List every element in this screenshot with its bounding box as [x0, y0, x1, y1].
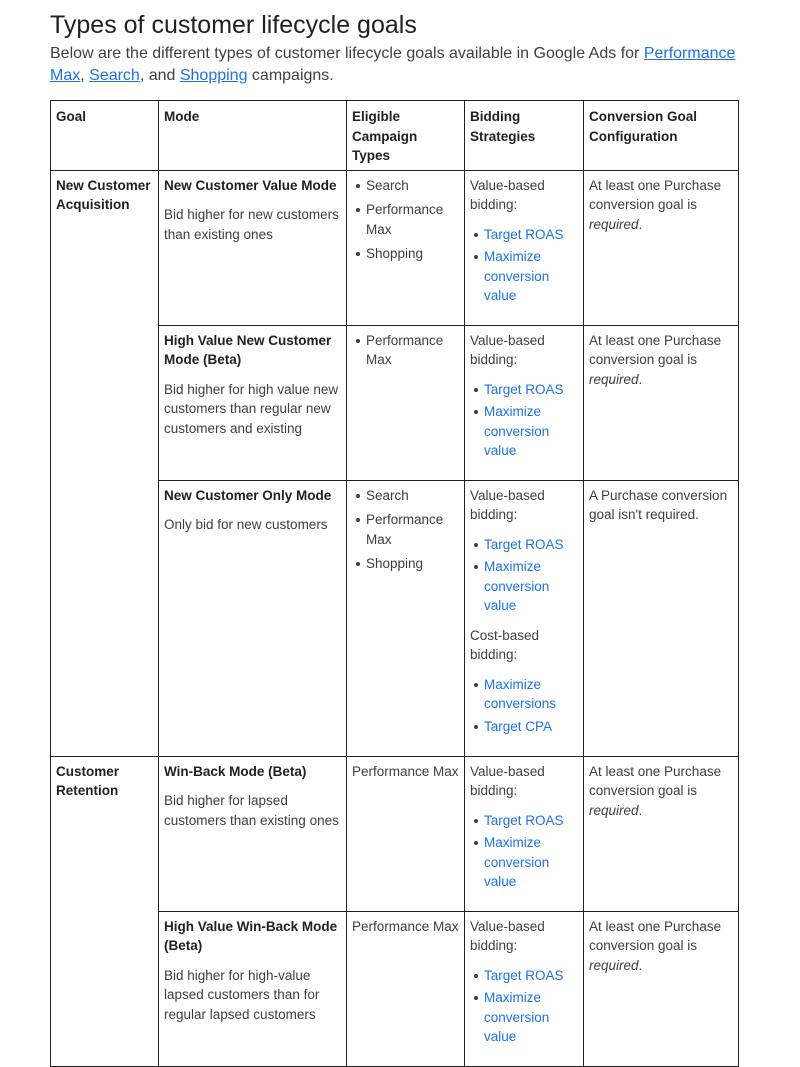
campaign-list [352, 486, 459, 574]
strategy-list [470, 811, 578, 892]
strategy-item [484, 557, 578, 616]
target-roas-link[interactable]: Target ROAS [484, 967, 564, 983]
search-link[interactable]: Search [89, 67, 140, 84]
config-text: At least one Purchase conversion goal is [589, 918, 722, 953]
conversion-config-cell [584, 756, 739, 911]
strategy-item [484, 380, 578, 400]
campaign-types-cell [347, 170, 465, 325]
config-required: required [589, 957, 639, 973]
target-roas-link[interactable]: Target ROAS [484, 381, 564, 397]
table-header-row [51, 101, 739, 171]
strategy-item [484, 535, 578, 555]
strategy-item [484, 988, 578, 1047]
lifecycle-goals-table [50, 100, 739, 1067]
intro-prefix: Below are the different types of customer lifecycle goals available in Google Ads for [50, 45, 644, 62]
target-cpa-link[interactable]: Target CPA [484, 718, 553, 734]
campaign-types-cell [347, 480, 465, 756]
strategy-item [484, 675, 578, 714]
mode-description: Only bid for new customers [164, 517, 328, 532]
config-period: . [638, 957, 643, 973]
campaign-item: Shopping [366, 554, 459, 574]
mode-description: Bid higher for lapsed customers than existing ones [164, 793, 339, 828]
campaign-item: Search [366, 176, 459, 196]
value-based-label: Value-based bidding: [470, 332, 545, 367]
config-period: . [638, 216, 643, 232]
target-roas-link[interactable]: Target ROAS [484, 812, 564, 828]
header-mode: Mode [159, 101, 347, 171]
mode-description: Bid higher for high-value lapsed customers than for regular lapsed customers [164, 967, 320, 1022]
config-text: At least one Purchase conversion goal is [589, 763, 722, 798]
goal-name: Customer Retention [56, 763, 120, 798]
bidding-cell [465, 170, 584, 325]
mode-cell [159, 756, 347, 911]
campaign-types-cell [347, 756, 465, 911]
campaign-types-cell [347, 911, 465, 1066]
bidding-cell [465, 756, 584, 911]
value-based-label: Value-based bidding: [470, 487, 545, 522]
config-required: required [589, 802, 639, 818]
config-text: A Purchase conversion goal isn't required. [589, 487, 728, 522]
campaign-text: Performance Max [352, 918, 459, 934]
goal-name: New Customer Acquisition [56, 177, 151, 212]
bidding-cell [465, 325, 584, 480]
maximize-conversion-value-link[interactable]: Maximize conversion value [484, 835, 550, 889]
header-conversion-goal-configuration: Conversion Goal Configuration [584, 101, 739, 171]
bidding-cell [465, 911, 584, 1066]
header-bidding-strategies: Bidding Strategies [465, 101, 584, 171]
campaign-item: Performance Max [366, 200, 459, 239]
campaign-text: Performance Max [352, 763, 459, 779]
intro-paragraph [50, 43, 750, 87]
page-title: Types of customer lifecycle goals [50, 11, 417, 39]
strategy-item [484, 402, 578, 461]
mode-name: Win-Back Mode (Beta) [164, 763, 307, 779]
value-based-label: Value-based bidding: [470, 763, 545, 798]
strategy-item [484, 247, 578, 306]
strategy-list [470, 225, 578, 306]
strategy-item [484, 966, 578, 986]
value-based-label: Value-based bidding: [470, 918, 545, 953]
mode-name: High Value New Customer Mode (Beta) [164, 332, 332, 367]
maximize-conversion-value-link[interactable]: Maximize conversion value [484, 404, 550, 458]
value-based-label: Value-based bidding: [470, 177, 545, 212]
intro-sep-2: , and [139, 67, 180, 84]
target-roas-link[interactable]: Target ROAS [484, 536, 564, 552]
shopping-link[interactable]: Shopping [179, 67, 248, 84]
cost-based-label: Cost-based bidding: [470, 627, 540, 662]
config-required: required [589, 216, 639, 232]
maximize-conversion-value-link[interactable]: Maximize conversion value [484, 559, 550, 613]
conversion-config-cell [584, 325, 739, 480]
strategy-list [470, 675, 578, 737]
mode-name: New Customer Value Mode [164, 177, 337, 193]
mode-cell [159, 170, 347, 325]
table-row [51, 170, 739, 325]
strategy-list [470, 535, 578, 616]
strategy-item [484, 225, 578, 245]
intro-sep-1: , [80, 67, 90, 84]
mode-cell [159, 480, 347, 756]
campaign-list [352, 331, 459, 370]
campaign-types-cell [347, 325, 465, 480]
goal-cell-acquisition [51, 170, 159, 756]
maximize-conversion-value-link[interactable]: Maximize conversion value [484, 249, 550, 303]
target-roas-link[interactable]: Target ROAS [484, 226, 564, 242]
maximize-conversions-link[interactable]: Maximize conversions [484, 676, 557, 711]
conversion-config-cell [584, 480, 739, 756]
performance-max-link[interactable]: Performance Max [50, 45, 736, 84]
config-text: At least one Purchase conversion goal is [589, 177, 722, 212]
strategy-item [484, 717, 578, 737]
table-row [51, 756, 739, 911]
campaign-item: Performance Max [366, 510, 459, 549]
mode-cell [159, 911, 347, 1066]
strategy-item [484, 833, 578, 892]
mode-description: Bid higher for new customers than existing ones [164, 207, 339, 242]
maximize-conversion-value-link[interactable]: Maximize conversion value [484, 990, 550, 1044]
config-required: required [589, 371, 639, 387]
conversion-config-cell [584, 170, 739, 325]
config-text: At least one Purchase conversion goal is [589, 332, 722, 367]
campaign-item: Performance Max [366, 331, 459, 370]
campaign-item: Search [366, 486, 459, 506]
header-eligible-campaign-types: Eligible Campaign Types [347, 101, 465, 171]
mode-cell [159, 325, 347, 480]
header-goal: Goal [51, 101, 159, 171]
bidding-cell [465, 480, 584, 756]
strategy-list [470, 380, 578, 461]
conversion-config-cell [584, 911, 739, 1066]
strategy-list [470, 966, 578, 1047]
mode-name: New Customer Only Mode [164, 487, 332, 503]
strategy-item [484, 811, 578, 831]
config-period: . [638, 371, 643, 387]
mode-name: High Value Win-Back Mode (Beta) [164, 918, 338, 953]
config-period: . [638, 802, 643, 818]
mode-description: Bid higher for high value new customers than regular new customers and existing [164, 381, 339, 436]
campaign-list [352, 176, 459, 264]
intro-suffix: campaigns. [247, 67, 334, 84]
goal-cell-retention [51, 756, 159, 1066]
campaign-item: Shopping [366, 244, 459, 264]
